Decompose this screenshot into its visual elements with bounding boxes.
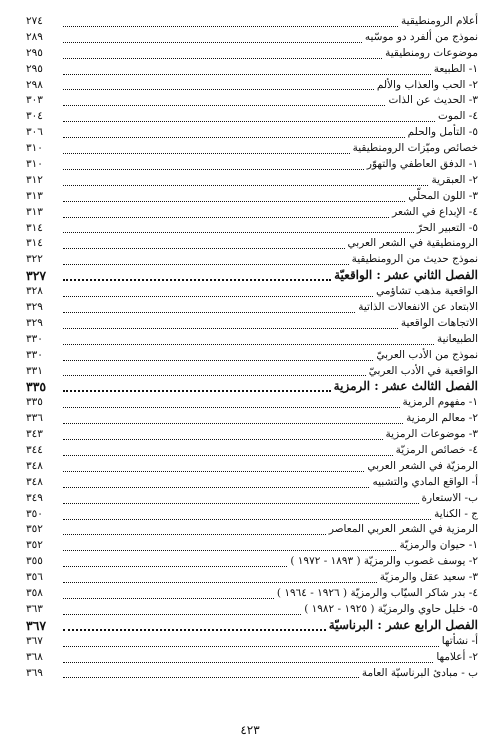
toc-entry	[26, 427, 478, 443]
toc-chapter-heading	[26, 379, 478, 395]
dot-leader	[63, 512, 431, 520]
toc-entry-page: ٣٦٧	[26, 634, 43, 647]
toc-entry	[26, 173, 478, 189]
toc-entry	[26, 411, 478, 427]
toc-entry-title: موضوعات رومنطيقية	[385, 46, 478, 59]
toc-entry	[26, 586, 478, 602]
dot-leader	[63, 67, 431, 75]
dot-leader	[63, 98, 385, 106]
toc-entry	[26, 221, 478, 237]
toc-entry	[26, 189, 478, 205]
toc-entry-title: ٢- يوسف غصوب والرمزيّة ( ١٨٩٣ - ١٩٧٢ )	[290, 555, 478, 568]
toc-entry-title: ١- الدفق العاطفي والتهوّر	[366, 158, 478, 170]
toc-entry	[26, 157, 478, 173]
toc-entry	[26, 650, 478, 666]
toc-entry	[26, 14, 478, 30]
toc-entry-title: الفصل الثاني عشر : الواقعيّة	[334, 268, 478, 283]
toc-entry	[26, 395, 478, 411]
toc-entry-title: أ- نشأتها	[441, 634, 478, 647]
toc-entry	[26, 364, 478, 380]
toc-entry	[26, 634, 478, 650]
toc-entry-title: ٤- بدر شاكر السيّاب والرمزيّة ( ١٩٢٦ - ١٩٦٤ )	[276, 587, 478, 600]
toc-entry-page: ٣١٤	[26, 237, 43, 250]
toc-entry-page: ٣٣٥	[26, 396, 43, 409]
toc-entry	[26, 491, 478, 507]
toc-entry-title: الابتعاد عن الانفعالات الذاتية	[358, 301, 478, 314]
toc-entry-title: الفصل الثالث عشر : الرمزية	[333, 379, 478, 394]
toc-entry-page: ٣١٤	[26, 221, 43, 234]
toc-entry-title: ٢- العبقرية	[431, 173, 478, 186]
toc-entry-title: أ- الواقع المادي والتشبيه	[372, 475, 478, 488]
dot-leader	[63, 35, 362, 43]
dot-leader	[63, 19, 398, 27]
dot-leader	[63, 353, 373, 361]
toc-entry-page: ٣٥٢	[26, 539, 43, 552]
toc-entry-title: ٥- خليل حاوي والرمزيّة ( ١٩٢٥ - ١٩٨٢ )	[304, 602, 478, 615]
toc-entry	[26, 523, 478, 539]
toc-entry-page: ٣٥٦	[26, 571, 43, 584]
toc-entry-page: ٣٢٩	[26, 301, 43, 314]
toc-entry-title: الرمزيّة في الشعر العربي	[367, 459, 478, 472]
dot-leader	[63, 464, 364, 472]
toc-entry	[26, 300, 478, 316]
dot-leader	[63, 543, 396, 551]
dot-leader	[63, 51, 382, 59]
dot-leader	[63, 416, 403, 424]
toc-entry-title: ب- الاستعارة	[421, 491, 478, 504]
toc-entry-page: ٣٦٩	[26, 666, 43, 679]
toc-entry	[26, 316, 478, 332]
dot-leader	[63, 272, 331, 281]
toc-entry-page: ٣١٣	[26, 189, 43, 202]
dot-leader	[63, 639, 439, 647]
toc-chapter-heading	[26, 618, 478, 634]
toc-entry-title: خصائص وميّزات الرومنطيقية	[352, 142, 478, 155]
toc-entry	[26, 125, 478, 141]
dot-leader	[63, 622, 326, 631]
toc-entry-page: ٢٧٤	[26, 14, 43, 27]
toc-entry	[26, 236, 478, 252]
toc-entry-page: ٢٩٨	[26, 78, 43, 91]
toc-entry-title: نموذج حديث من الرومنطيقية	[351, 253, 478, 266]
toc-entry-page: ٣٥٥	[26, 555, 43, 568]
toc-entry-page: ٣٠٣	[26, 94, 43, 107]
toc-entry-title: ٥- التأمل والحلم	[407, 126, 478, 139]
toc-entry-page: ٣٦٧	[26, 617, 47, 633]
toc-entry-page: ٣٢٨	[26, 285, 43, 298]
dot-leader	[63, 225, 414, 233]
toc-entry-page: ٣٣٥	[26, 379, 47, 395]
toc-entry-title: نموذج من ألفرد دو موسّيه	[364, 30, 478, 43]
toc-entry-title: ٣- اللون المحلّي	[408, 189, 478, 202]
toc-entry-title: ٤- الإبداع في الشعر	[392, 205, 478, 218]
dot-leader	[63, 368, 366, 376]
dot-leader	[63, 432, 383, 440]
toc-entry-title: الرومنطيقية في الشعر العربي	[347, 237, 478, 250]
toc-entry-title: ٥- التعبير الحرّ	[416, 221, 478, 234]
toc-entry	[26, 141, 478, 157]
toc-entry-page: ٣٠٤	[26, 110, 43, 123]
toc-entry-title: الفصل الرابع عشر : البرناسيّة	[328, 617, 478, 632]
toc-entry-title: ب - مبادئ البرناسيّة العامة	[361, 666, 478, 679]
dot-leader	[63, 527, 326, 535]
dot-leader	[63, 146, 350, 154]
dot-leader	[63, 400, 400, 408]
toc-entry-page: ٣٤٤	[26, 444, 43, 457]
toc-entry	[26, 459, 478, 475]
toc-entry-page: ٣٢٢	[26, 253, 43, 266]
toc-entry	[26, 284, 478, 300]
toc-entry-page: ٣٢٩	[26, 316, 43, 329]
toc-entry	[26, 475, 478, 491]
toc-entry-title: ١- حيوان والرمزيّة	[399, 539, 478, 552]
toc-entry	[26, 62, 478, 78]
toc-entry	[26, 554, 478, 570]
toc-entry-title: ج - الكناية	[434, 507, 478, 520]
toc-entry-page: ٣٢٧	[26, 268, 47, 284]
toc-entry-title: الواقعية مذهب تشاؤمي	[376, 285, 478, 298]
toc-entry-title: ٤- الموت	[437, 110, 478, 123]
toc-entry-page: ٣١٠	[26, 142, 43, 155]
toc-entry-page: ٣٤٩	[26, 491, 43, 504]
toc-entry-title: الاتجاهات الواقعية	[400, 316, 478, 329]
dot-leader	[63, 289, 373, 297]
toc-entry-page: ٢٩٥	[26, 62, 43, 75]
toc-entry-title: ١- مفهوم الرمزية	[402, 396, 478, 409]
toc-entry	[26, 46, 478, 62]
toc-entry-title: ٢- معالم الرمزية	[406, 412, 478, 425]
toc-entry-page: ٣٤٨	[26, 475, 43, 488]
toc-entry-page: ٣٣١	[26, 364, 43, 377]
dot-leader	[63, 241, 345, 249]
toc-entry-page: ٣٣٠	[26, 332, 43, 345]
toc-entry-page: ٣٤٣	[26, 428, 43, 441]
toc-entry-page: ٣٥٠	[26, 507, 43, 520]
toc-entry-title: ٢- أعلامها	[436, 650, 478, 663]
toc-entry-page: ٣٥٢	[26, 523, 43, 536]
toc-entry-page: ٣١٣	[26, 205, 43, 218]
dot-leader	[63, 194, 405, 202]
toc-entry-title: الرمزية في الشعر العربي المعاصر	[328, 523, 478, 536]
toc-entry	[26, 30, 478, 46]
toc-entry-title: ٣- موضوعات الرمزية	[385, 428, 478, 441]
dot-leader	[63, 655, 433, 663]
toc-entry-title: ١- الطبيعة	[433, 62, 478, 75]
toc-entry	[26, 602, 478, 618]
dot-leader	[63, 305, 355, 313]
toc-entry	[26, 332, 478, 348]
page-number: ٤٢٣	[240, 723, 260, 737]
dot-leader	[63, 114, 435, 122]
toc-entry-title: الواقعية في الأدب العربيّ	[368, 364, 478, 377]
toc-entry-page: ٣٦٨	[26, 650, 43, 663]
dot-leader	[63, 210, 389, 218]
dot-leader	[63, 496, 419, 504]
toc-entry-title: ٣- الحديث عن الذات	[388, 94, 478, 107]
dot-leader	[63, 448, 393, 456]
toc-entry-page: ٢٩٥	[26, 46, 43, 59]
toc-entry-page: ٣٠٦	[26, 126, 43, 139]
toc-entry-page: ٢٨٩	[26, 30, 43, 43]
toc-entry-page: ٣٣٠	[26, 348, 43, 361]
table-of-contents	[26, 14, 478, 681]
toc-entry-title: ٣- سعيد عقل والرمزيّة	[379, 571, 478, 584]
dot-leader	[63, 178, 428, 186]
toc-entry	[26, 538, 478, 554]
toc-entry-page: ٣٤٨	[26, 459, 43, 472]
dot-leader	[63, 162, 364, 170]
dot-leader	[63, 559, 287, 567]
dot-leader	[63, 607, 301, 615]
toc-entry-page: ٣٣٦	[26, 412, 43, 425]
toc-entry	[26, 109, 478, 125]
toc-entry-page: ٣١٢	[26, 173, 43, 186]
toc-entry-page: ٣١٠	[26, 158, 43, 170]
toc-entry	[26, 570, 478, 586]
toc-entry	[26, 205, 478, 221]
toc-entry-title: نموذج من الأدب العربيّ	[376, 348, 478, 361]
dot-leader	[63, 383, 331, 392]
toc-entry	[26, 78, 478, 94]
toc-entry-title: الطبيعانية	[436, 332, 478, 345]
dot-leader	[63, 670, 359, 678]
dot-leader	[63, 130, 405, 138]
toc-chapter-heading	[26, 268, 478, 284]
toc-entry-title: ٤- خصائص الرمزيّة	[395, 444, 478, 457]
toc-entry	[26, 348, 478, 364]
dot-leader	[63, 480, 369, 488]
dot-leader	[63, 337, 434, 345]
toc-entry	[26, 443, 478, 459]
dot-leader	[63, 321, 398, 329]
toc-entry-page: ٣٦٣	[26, 602, 43, 615]
dot-leader	[63, 82, 374, 90]
dot-leader	[63, 257, 349, 265]
toc-entry-page: ٣٥٨	[26, 587, 43, 600]
toc-entry	[26, 507, 478, 523]
toc-entry-title: أعلام الرومنطيقية	[401, 14, 478, 27]
toc-entry	[26, 93, 478, 109]
toc-entry	[26, 252, 478, 268]
dot-leader	[63, 591, 274, 599]
toc-entry-title: ٢- الحب والعذاب والألم	[376, 78, 478, 91]
toc-entry	[26, 666, 478, 682]
dot-leader	[63, 575, 377, 583]
